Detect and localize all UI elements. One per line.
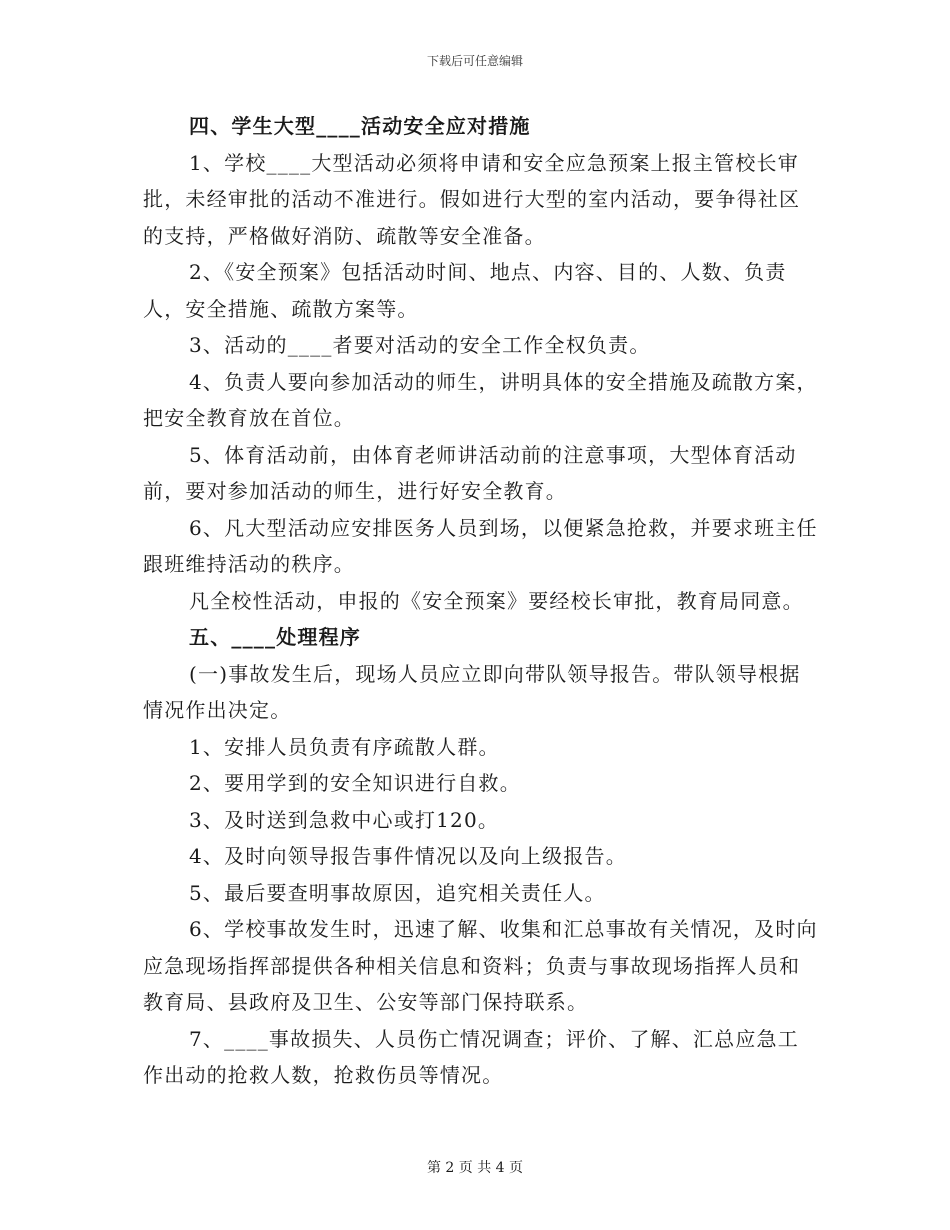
paragraph: 4、及时向领导报告事件情况以及向上级报告。 [189, 844, 627, 868]
paragraph: 5、最后要查明事故原因，追究相关责任人。 [189, 880, 606, 905]
paragraph: 7、____事故损失、人员伤亡情况调查；评价、了解、汇总应急工作出动的抢救人数，抢救伤员等情况。 [143, 1026, 799, 1087]
page-number: 第 2 页 共 4 页 [426, 1160, 524, 1176]
paragraph: 6、学校事故发生时，迅速了解、收集和汇总事故有关情况，及时向应急现场指挥部提供各种相关信息和资料；负责与事故现场指挥人员和教育局、县政府及卫生、公安等部门保持联系。 [143, 917, 818, 1014]
paragraph: 1、安排人员负责有序疏散人群。 [189, 734, 500, 759]
paragraph: (一)事故发生后，现场人员应立即向带队领导报告。带队领导根据情况作出决定。 [143, 661, 801, 722]
paragraph: 3、及时送到急救中心或打120。 [189, 807, 500, 832]
paragraph: 5、体育活动前，由体育老师讲活动前的注意事项，大型体育活动前，要对参加活动的师生，进行好安全教育。 [143, 442, 797, 503]
paragraph: 1、学校____大型活动必须将申请和安全应急预案上报主管校长审批，未经审批的活动不准进行。假如进行大型的室内活动，要争得社区的支持，严格做好消防、疏散等安全准备。 [143, 150, 801, 248]
document-body [143, 108, 818, 1094]
paragraph: 4、负责人要向参加活动的师生，讲明具体的安全措施及疏散方案，把安全教育放在首位。 [143, 369, 818, 430]
paragraph: 2、要用学到的安全知识进行自救。 [189, 771, 521, 795]
header-note: 下载后可任意编辑 [426, 54, 523, 68]
paragraph: 凡全校性活动，申报的《安全预案》要经校长审批，教育局同意。 [189, 588, 804, 613]
section-heading-5: 五、____处理程序 [189, 625, 361, 649]
section-heading-4: 四、学生大型____活动安全应对措施 [189, 114, 531, 138]
paragraph: 3、活动的____者要对活动的安全工作全权负责。 [189, 333, 651, 357]
paragraph: 2、《安全预案》包括活动时间、地点、内容、目的、人数、负责人，安全措施、疏散方案等。 [143, 260, 787, 321]
paragraph: 6、凡大型活动应安排医务人员到场，以便紧急抢救，并要求班主任跟班维持活动的秩序。 [143, 515, 818, 576]
